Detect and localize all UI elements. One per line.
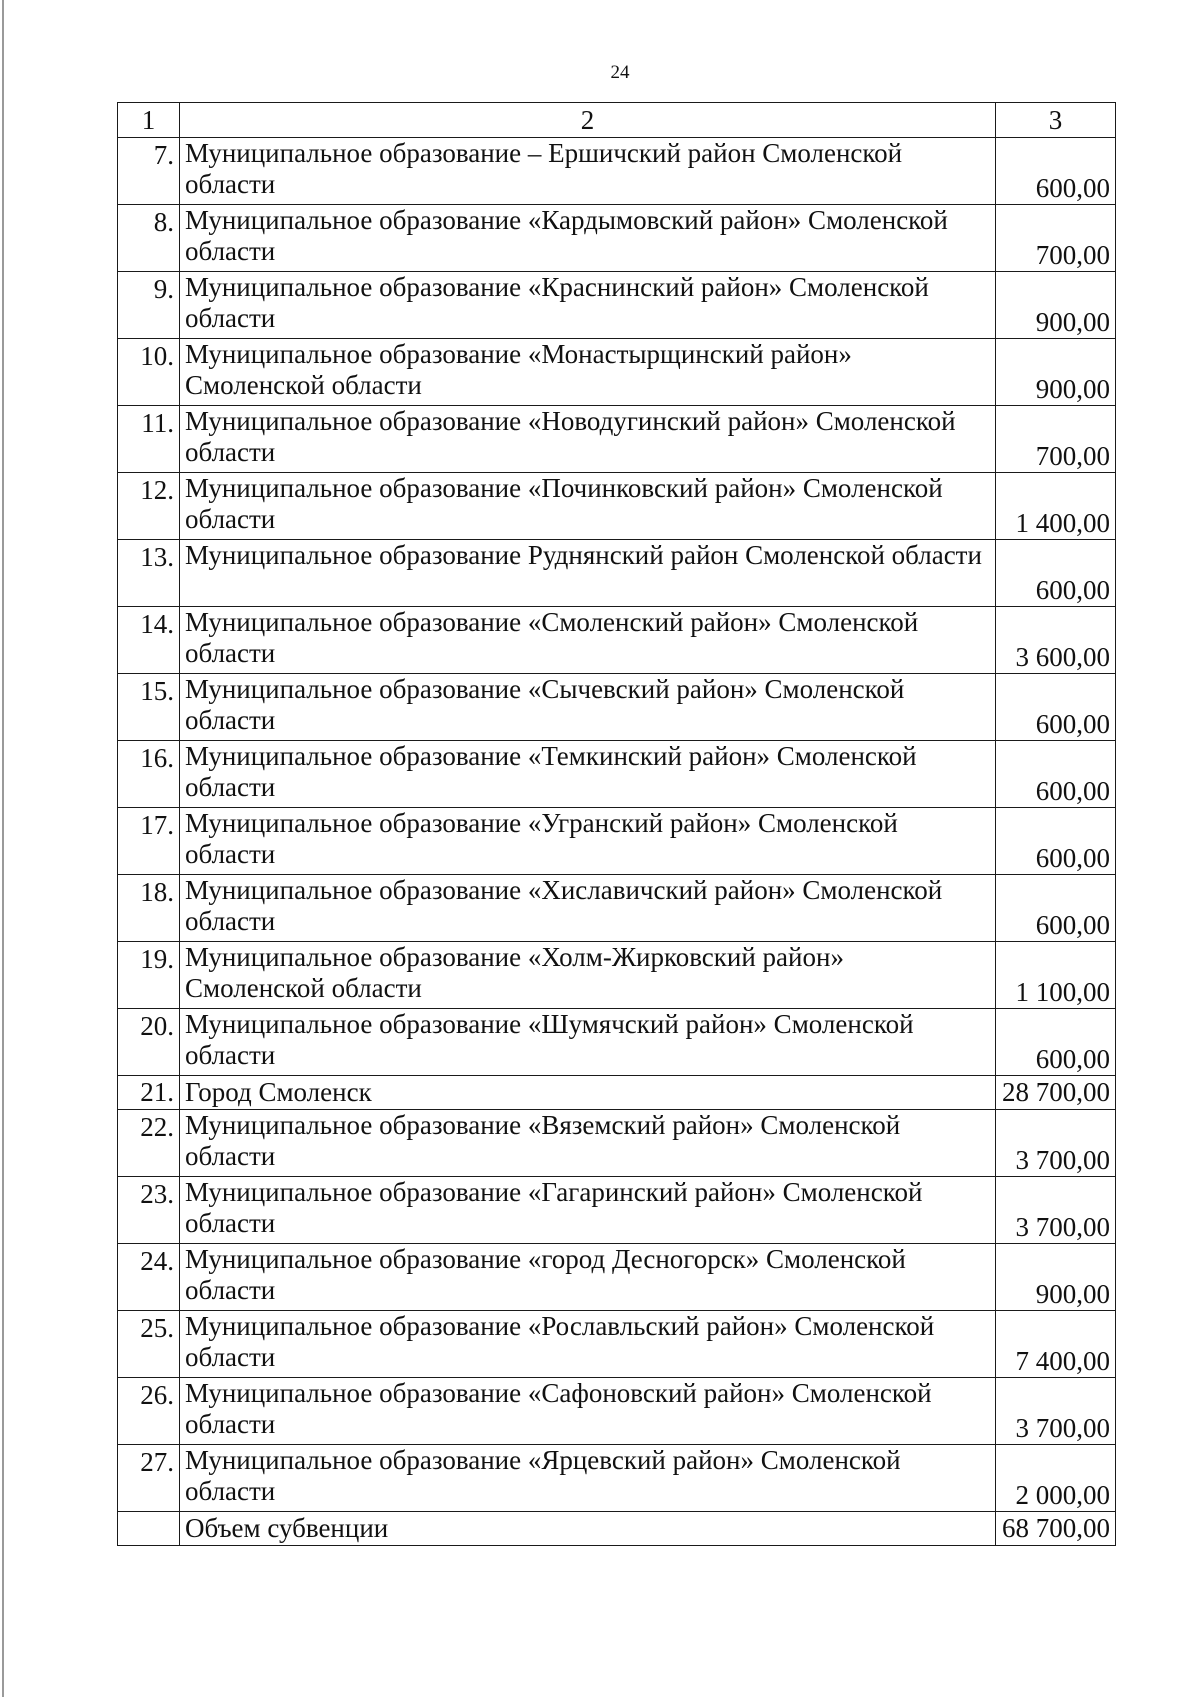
row-number: 8.: [118, 205, 180, 272]
subvention-amount: 600,00: [996, 1009, 1116, 1076]
subvention-amount: 900,00: [996, 339, 1116, 406]
table-row: [118, 272, 1116, 339]
row-number: 24.: [118, 1244, 180, 1311]
table-row: [118, 1311, 1116, 1378]
row-number: 15.: [118, 674, 180, 741]
table-row: [118, 1177, 1116, 1244]
row-number: 7.: [118, 138, 180, 205]
row-number: 20.: [118, 1009, 180, 1076]
total-amount: 68 700,00: [996, 1512, 1116, 1546]
row-number: 10.: [118, 339, 180, 406]
municipality-name: Муниципальное образование «Темкинский район» Смоленской области: [180, 741, 996, 808]
scan-edge-line: [2, 0, 4, 1697]
table-row: [118, 1110, 1116, 1177]
row-number: 27.: [118, 1445, 180, 1512]
subvention-amount: 1 400,00: [996, 473, 1116, 540]
municipality-name: Муниципальное образование «Сафоновский район» Смоленской области: [180, 1378, 996, 1445]
municipality-name: Муниципальное образование «Краснинский район» Смоленской области: [180, 272, 996, 339]
row-number: 22.: [118, 1110, 180, 1177]
row-number: 12.: [118, 473, 180, 540]
row-number: 18.: [118, 875, 180, 942]
municipality-name: Муниципальное образование «Починковский район» Смоленской области: [180, 473, 996, 540]
municipality-name: Муниципальное образование Руднянский район Смоленской области: [180, 540, 996, 607]
header-cell-1: 1: [118, 103, 180, 138]
subvention-amount: 700,00: [996, 406, 1116, 473]
subvention-amount: 600,00: [996, 741, 1116, 808]
subvention-amount: 3 600,00: [996, 607, 1116, 674]
table-row: [118, 205, 1116, 272]
subvention-amount: 600,00: [996, 808, 1116, 875]
header-cell-3: 3: [996, 103, 1116, 138]
subvention-table: [117, 102, 1116, 1546]
row-number: 21.: [118, 1076, 180, 1110]
table-row: [118, 473, 1116, 540]
row-number: 13.: [118, 540, 180, 607]
municipality-name: Муниципальное образование «Хиславичский район» Смоленской области: [180, 875, 996, 942]
row-number: 9.: [118, 272, 180, 339]
subvention-amount: 7 400,00: [996, 1311, 1116, 1378]
table-row: [118, 808, 1116, 875]
table-row: [118, 1445, 1116, 1512]
row-number: 26.: [118, 1378, 180, 1445]
table-row: [118, 138, 1116, 205]
municipality-name: Муниципальное образование «Ярцевский район» Смоленской области: [180, 1445, 996, 1512]
total-label: Объем субвенции: [180, 1512, 996, 1546]
table-row: [118, 339, 1116, 406]
row-number: 19.: [118, 942, 180, 1009]
municipality-name: Муниципальное образование «Вяземский район» Смоленской области: [180, 1110, 996, 1177]
subvention-amount: 900,00: [996, 1244, 1116, 1311]
municipality-name: Муниципальное образование – Ершичский район Смоленской области: [180, 138, 996, 205]
municipality-name: Муниципальное образование «Угранский район» Смоленской области: [180, 808, 996, 875]
table-row: [118, 741, 1116, 808]
subvention-amount: 700,00: [996, 205, 1116, 272]
subvention-amount: 600,00: [996, 138, 1116, 205]
table-row: [118, 406, 1116, 473]
row-number: 11.: [118, 406, 180, 473]
table-row: [118, 1009, 1116, 1076]
total-number-cell: [118, 1512, 180, 1546]
municipality-name: Муниципальное образование «Рославльский район» Смоленской области: [180, 1311, 996, 1378]
table-row: [118, 674, 1116, 741]
row-number: 17.: [118, 808, 180, 875]
subvention-amount: 1 100,00: [996, 942, 1116, 1009]
municipality-name: Муниципальное образование «Монастырщинский район» Смоленской области: [180, 339, 996, 406]
municipality-name: Муниципальное образование «Сычевский район» Смоленской области: [180, 674, 996, 741]
municipality-name: Муниципальное образование «Кардымовский район» Смоленской области: [180, 205, 996, 272]
subvention-amount: 3 700,00: [996, 1177, 1116, 1244]
table-row: [118, 1378, 1116, 1445]
subvention-amount: 900,00: [996, 272, 1116, 339]
table-total-row: [118, 1512, 1116, 1546]
subvention-amount: 2 000,00: [996, 1445, 1116, 1512]
subvention-amount: 600,00: [996, 875, 1116, 942]
municipality-name: Муниципальное образование «Гагаринский район» Смоленской области: [180, 1177, 996, 1244]
subvention-amount: 600,00: [996, 674, 1116, 741]
page-number: 24: [610, 62, 630, 83]
row-number: 16.: [118, 741, 180, 808]
municipality-name: Муниципальное образование «Смоленский район» Смоленской области: [180, 607, 996, 674]
subvention-amount: 28 700,00: [996, 1076, 1116, 1110]
row-number: 23.: [118, 1177, 180, 1244]
subvention-amount: 3 700,00: [996, 1110, 1116, 1177]
municipality-name: Муниципальное образование «Шумячский район» Смоленской области: [180, 1009, 996, 1076]
table-row: [118, 875, 1116, 942]
municipality-name: Муниципальное образование «Холм-Жирковский район» Смоленской области: [180, 942, 996, 1009]
table-row: [118, 1076, 1116, 1110]
municipality-name: Муниципальное образование «Новодугинский район» Смоленской области: [180, 406, 996, 473]
row-number: 14.: [118, 607, 180, 674]
subvention-amount: 600,00: [996, 540, 1116, 607]
municipality-name: Муниципальное образование «город Десногорск» Смоленской области: [180, 1244, 996, 1311]
header-cell-2: 2: [180, 103, 996, 138]
municipality-name: Город Смоленск: [180, 1076, 996, 1110]
table-header-row: [118, 103, 1116, 138]
table-row: [118, 607, 1116, 674]
table-row: [118, 1244, 1116, 1311]
subvention-amount: 3 700,00: [996, 1378, 1116, 1445]
row-number: 25.: [118, 1311, 180, 1378]
table-row: [118, 942, 1116, 1009]
table-row: [118, 540, 1116, 607]
